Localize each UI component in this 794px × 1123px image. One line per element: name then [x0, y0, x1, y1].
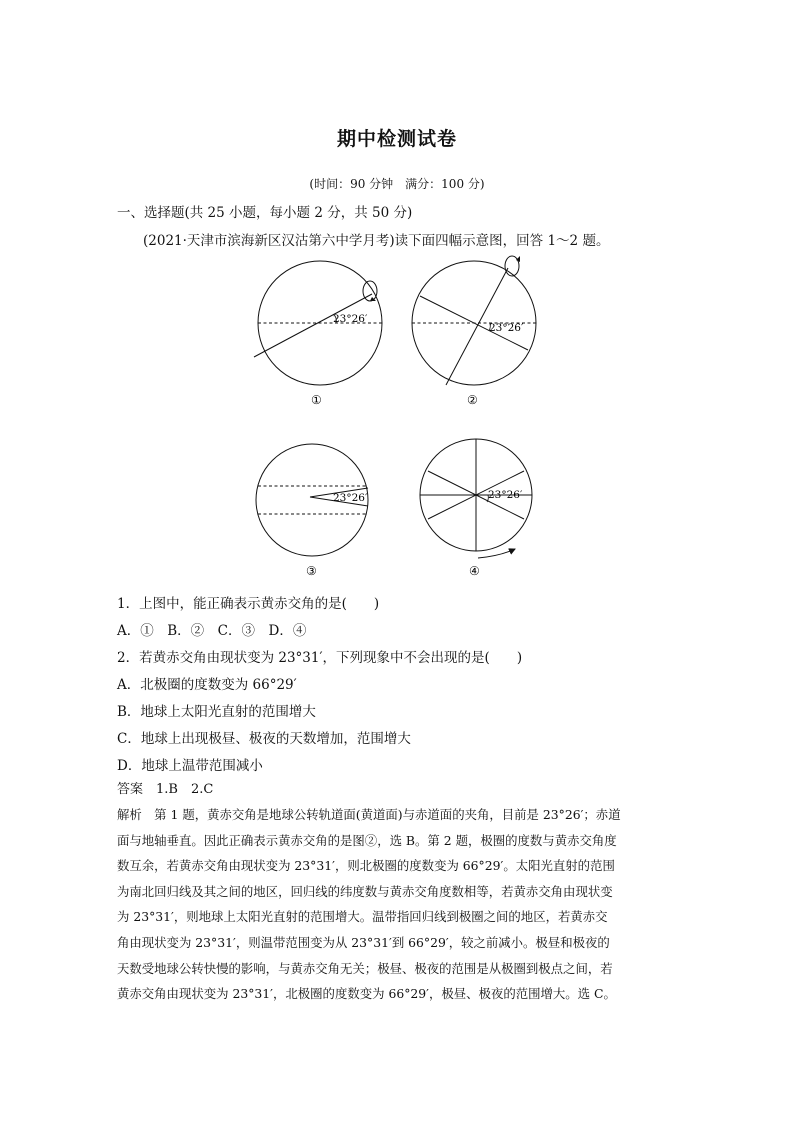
figure-4: [420, 439, 532, 578]
question-1-stem: 1．上图中，能正确表示黄赤交角的是( ): [117, 596, 380, 612]
figure-label: ④: [469, 564, 480, 578]
explanation-line: 为 23°31′，则地球上太阳光直射的范围增大。温带指回归线到极圈之间的地区，若黄赤交: [117, 909, 608, 925]
rotation-arrow-icon: [505, 256, 520, 276]
rotation-arrow-icon: [363, 281, 377, 301]
page-title: 期中检测试卷: [336, 128, 457, 150]
figure-1: [254, 261, 382, 407]
angle-label: 23°26′: [488, 489, 523, 501]
axis-line: [254, 294, 372, 357]
section-heading: 一、选择题(共 25 小题，每小题 2 分，共 50 分): [117, 205, 413, 221]
question-intro: (2021·天津市滨海新区汉沽第六中学月考)读下面四幅示意图，回答 1～2 题。: [143, 233, 610, 249]
explanation-line: 为南北回归线及其之间的地区，回归线的纬度数与黄赤交角度数相等，若黄赤交角由现状变: [117, 883, 613, 899]
angle-label: 23°26′: [333, 492, 368, 504]
explanation-line: 数互余，若黄赤交角由现状变为 23°31′，则北极圈的度数变为 66°29′。太阳光直射的范围: [117, 858, 615, 874]
explanation-line: 角由现状变为 23°31′，则温带范围变为从 23°31′到 66°29′，较之前减小。极昼和极夜的: [117, 934, 610, 950]
figure-label: ③: [306, 564, 317, 578]
figure-label: ①: [311, 393, 322, 407]
explanation-line: 黄赤交角由现状变为 23°31′，北极圈的度数变为 66°29′，极昼、极夜的范围增大。选 C。: [117, 986, 616, 1002]
exam-meta: (时间：90 分钟 满分：100 分): [309, 177, 485, 191]
explanation-line: 解析 第 1 题，黄赤交角是地球公转轨道面(黄道面)与赤道面的夹角，目前是 23°26′；赤道: [117, 807, 621, 822]
angle-label: 23°26′: [489, 322, 524, 334]
figure-2: [412, 256, 536, 407]
question-2-option-d: D．地球上温带范围减小: [117, 758, 263, 774]
answer-line: 答案 1.B 2.C: [117, 782, 214, 797]
explanation-line: 面与地轴垂直。因此正确表示黄赤交角的是图②，选 B。第 2 题，极圈的度数与黄赤交角度: [117, 832, 617, 848]
figure-label: ②: [467, 393, 478, 407]
question-1-options: A．① B．② C．③ D．④: [117, 623, 307, 639]
question-2-option-a: A．北极圈的度数变为 66°29′: [117, 677, 297, 693]
question-2-option-b: B．地球上太阳光直射的范围增大: [117, 704, 316, 720]
figure-3: [256, 444, 368, 578]
explanation: [117, 802, 679, 1007]
question-2-stem: 2．若黄赤交角由现状变为 23°31′，下列现象中不会出现的是( ): [117, 650, 523, 666]
angle-label: 23°26′: [333, 313, 368, 325]
explanation-line: 天数受地球公转快慢的影响，与黄赤交角无关；极昼、极夜的范围是从极圈到极点之间，若: [117, 960, 613, 976]
question-2-option-c: C．地球上出现极昼、极夜的天数增加，范围增大: [117, 731, 411, 747]
